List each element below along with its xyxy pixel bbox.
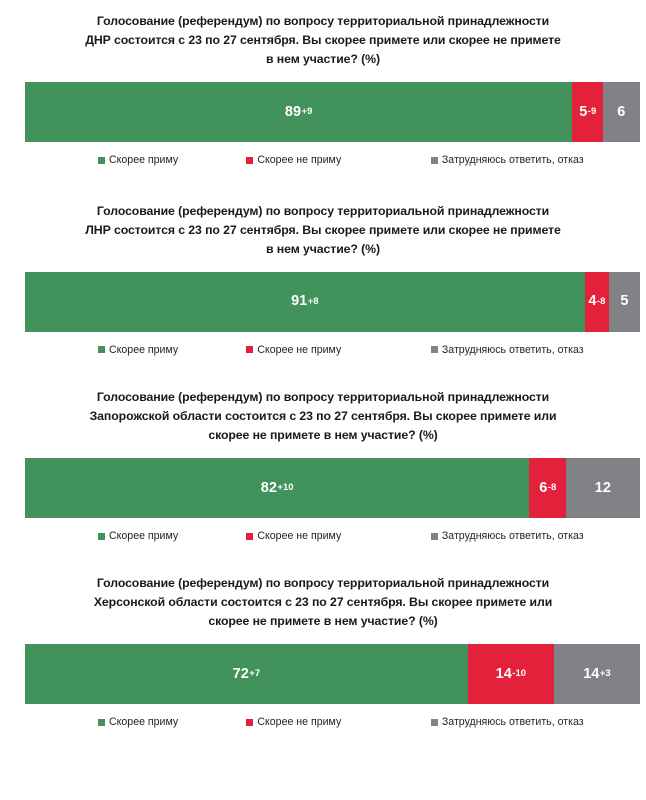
bar-segment-undecided[interactable] [609, 272, 640, 332]
legend-item-undecided[interactable] [431, 717, 640, 728]
stacked-bar-wrapper [0, 82, 646, 142]
legend-item-will-not-participate[interactable] [246, 717, 431, 728]
stacked-bar [25, 458, 640, 518]
segment-value: 4 [588, 293, 597, 310]
legend-swatch-green-icon [98, 157, 105, 164]
chart-block-lnr [0, 166, 646, 356]
legend-label: Скорее приму [109, 343, 179, 356]
legend-swatch-red-icon [246, 157, 253, 164]
chart-title-line: в нем участие? (%) [266, 241, 380, 256]
stacked-bar [25, 644, 640, 704]
legend-swatch-gray-icon [431, 719, 438, 726]
spacer [0, 631, 646, 644]
legend-item-will-not-participate[interactable] [246, 345, 431, 356]
legend-swatch-gray-icon [431, 157, 438, 164]
bar-segment-will-not-participate[interactable]: 14 -10 [468, 644, 554, 704]
legend-item-will-not-participate[interactable] [246, 531, 431, 542]
legend-item-will-not-participate[interactable] [246, 155, 431, 166]
segment-value: 14 [495, 665, 512, 682]
spacer [0, 69, 646, 82]
chart-title [0, 388, 646, 445]
legend-label: Затрудняюсь ответить, отказ [441, 154, 584, 166]
bar-segment-undecided[interactable]: 14 +3 [554, 644, 640, 704]
chart-title [0, 202, 646, 259]
bar-segment-undecided[interactable] [603, 82, 640, 142]
bar-segment-will-not-participate[interactable]: 4 -8 [585, 272, 610, 332]
segment-value: 91 [291, 293, 308, 310]
legend-label: Скорее приму [109, 154, 179, 166]
legend-item-undecided[interactable] [431, 531, 640, 542]
chart-title-line: Херсонской области состоится с 23 по 27 сентября. Вы скорее примете или [93, 594, 553, 609]
chart-title-line: Голосование (референдум) по вопросу территориальной принадлежности [96, 390, 550, 405]
legend-swatch-red-icon [246, 533, 253, 540]
legend-item-will-participate[interactable] [25, 717, 246, 728]
legend-label: Скорее не приму [257, 154, 342, 166]
legend-label: Затрудняюсь ответить, отказ [441, 715, 584, 728]
chart-legend [25, 155, 640, 166]
bar-segment-will-participate[interactable]: 89 +9 [25, 82, 572, 142]
legend-item-undecided[interactable] [431, 155, 640, 166]
chart-title-line: скорее не примете в нем участие? (%) [208, 428, 438, 443]
segment-value: 6 [539, 479, 548, 496]
chart-block-kherson [0, 542, 646, 728]
legend-label: Скорее не приму [257, 343, 342, 356]
legend-item-will-participate[interactable] [25, 155, 246, 166]
chart-title-line: Голосование (референдум) по вопросу территориальной принадлежности [96, 203, 550, 218]
segment-value: 6 [617, 103, 626, 120]
stacked-bar [25, 272, 640, 332]
segment-value: 5 [579, 103, 588, 120]
bar-segment-will-not-participate[interactable]: 5 -9 [572, 82, 603, 142]
segment-value: 72 [232, 665, 249, 682]
chart-title-line: Запорожской области состоится с 23 по 27 сентября. Вы скорее примете или [89, 409, 557, 424]
segment-value: 14 [583, 665, 600, 682]
legend-label: Затрудняюсь ответить, отказ [441, 343, 584, 356]
legend-label: Скорее не приму [257, 530, 342, 543]
legend-label: Затрудняюсь ответить, отказ [441, 530, 584, 543]
chart-title-line: ДНР состоится с 23 по 27 сентября. Вы скорее примете или скорее не примете [85, 33, 561, 47]
segment-value: 82 [260, 479, 277, 496]
chart-title-line: в нем участие? (%) [266, 52, 380, 66]
stacked-bar-wrapper [0, 644, 646, 704]
spacer [0, 445, 646, 458]
chart-title-line: ЛНР состоится с 23 по 27 сентября. Вы скорее примете или скорее не примете [85, 222, 561, 237]
chart-block-dnr [0, 0, 646, 166]
bar-segment-will-participate[interactable]: 82 +10 [25, 458, 529, 518]
bar-segment-will-not-participate[interactable]: 6 -8 [529, 458, 566, 518]
legend-label: Скорее приму [109, 530, 179, 543]
legend-swatch-red-icon [246, 346, 253, 353]
chart-legend [25, 717, 640, 728]
legend-label: Скорее приму [109, 715, 179, 728]
legend-label: Скорее не приму [257, 715, 342, 728]
chart-title-line: скорее не примете в нем участие? (%) [208, 613, 438, 628]
stacked-bar [25, 82, 640, 142]
legend-swatch-red-icon [246, 719, 253, 726]
chart-title-line: Голосование (референдум) по вопросу территориальной принадлежности [96, 14, 550, 28]
legend-swatch-green-icon [98, 533, 105, 540]
bar-segment-undecided[interactable] [566, 458, 640, 518]
legend-swatch-green-icon [98, 719, 105, 726]
legend-swatch-gray-icon [431, 533, 438, 540]
chart-block-zaporizhzhia [0, 355, 646, 542]
spacer [0, 259, 646, 272]
segment-value: 5 [620, 293, 629, 310]
segment-value: 89 [284, 103, 302, 120]
chart-legend [25, 531, 640, 542]
segment-value: 12 [594, 479, 611, 496]
stacked-bar-wrapper [0, 272, 646, 332]
bar-segment-will-participate[interactable]: 72 +7 [25, 644, 468, 704]
legend-item-will-participate[interactable] [25, 531, 246, 542]
legend-swatch-green-icon [98, 346, 105, 353]
chart-title [0, 574, 646, 631]
chart-title-line: Голосование (референдум) по вопросу территориальной принадлежности [96, 575, 550, 590]
chart-title [0, 12, 646, 69]
legend-item-will-participate[interactable] [25, 345, 246, 356]
chart-legend [25, 345, 640, 356]
legend-item-undecided[interactable] [431, 345, 640, 356]
legend-swatch-gray-icon [431, 346, 438, 353]
stacked-bar-wrapper [0, 458, 646, 518]
bar-segment-will-participate[interactable]: 91 +8 [25, 272, 585, 332]
